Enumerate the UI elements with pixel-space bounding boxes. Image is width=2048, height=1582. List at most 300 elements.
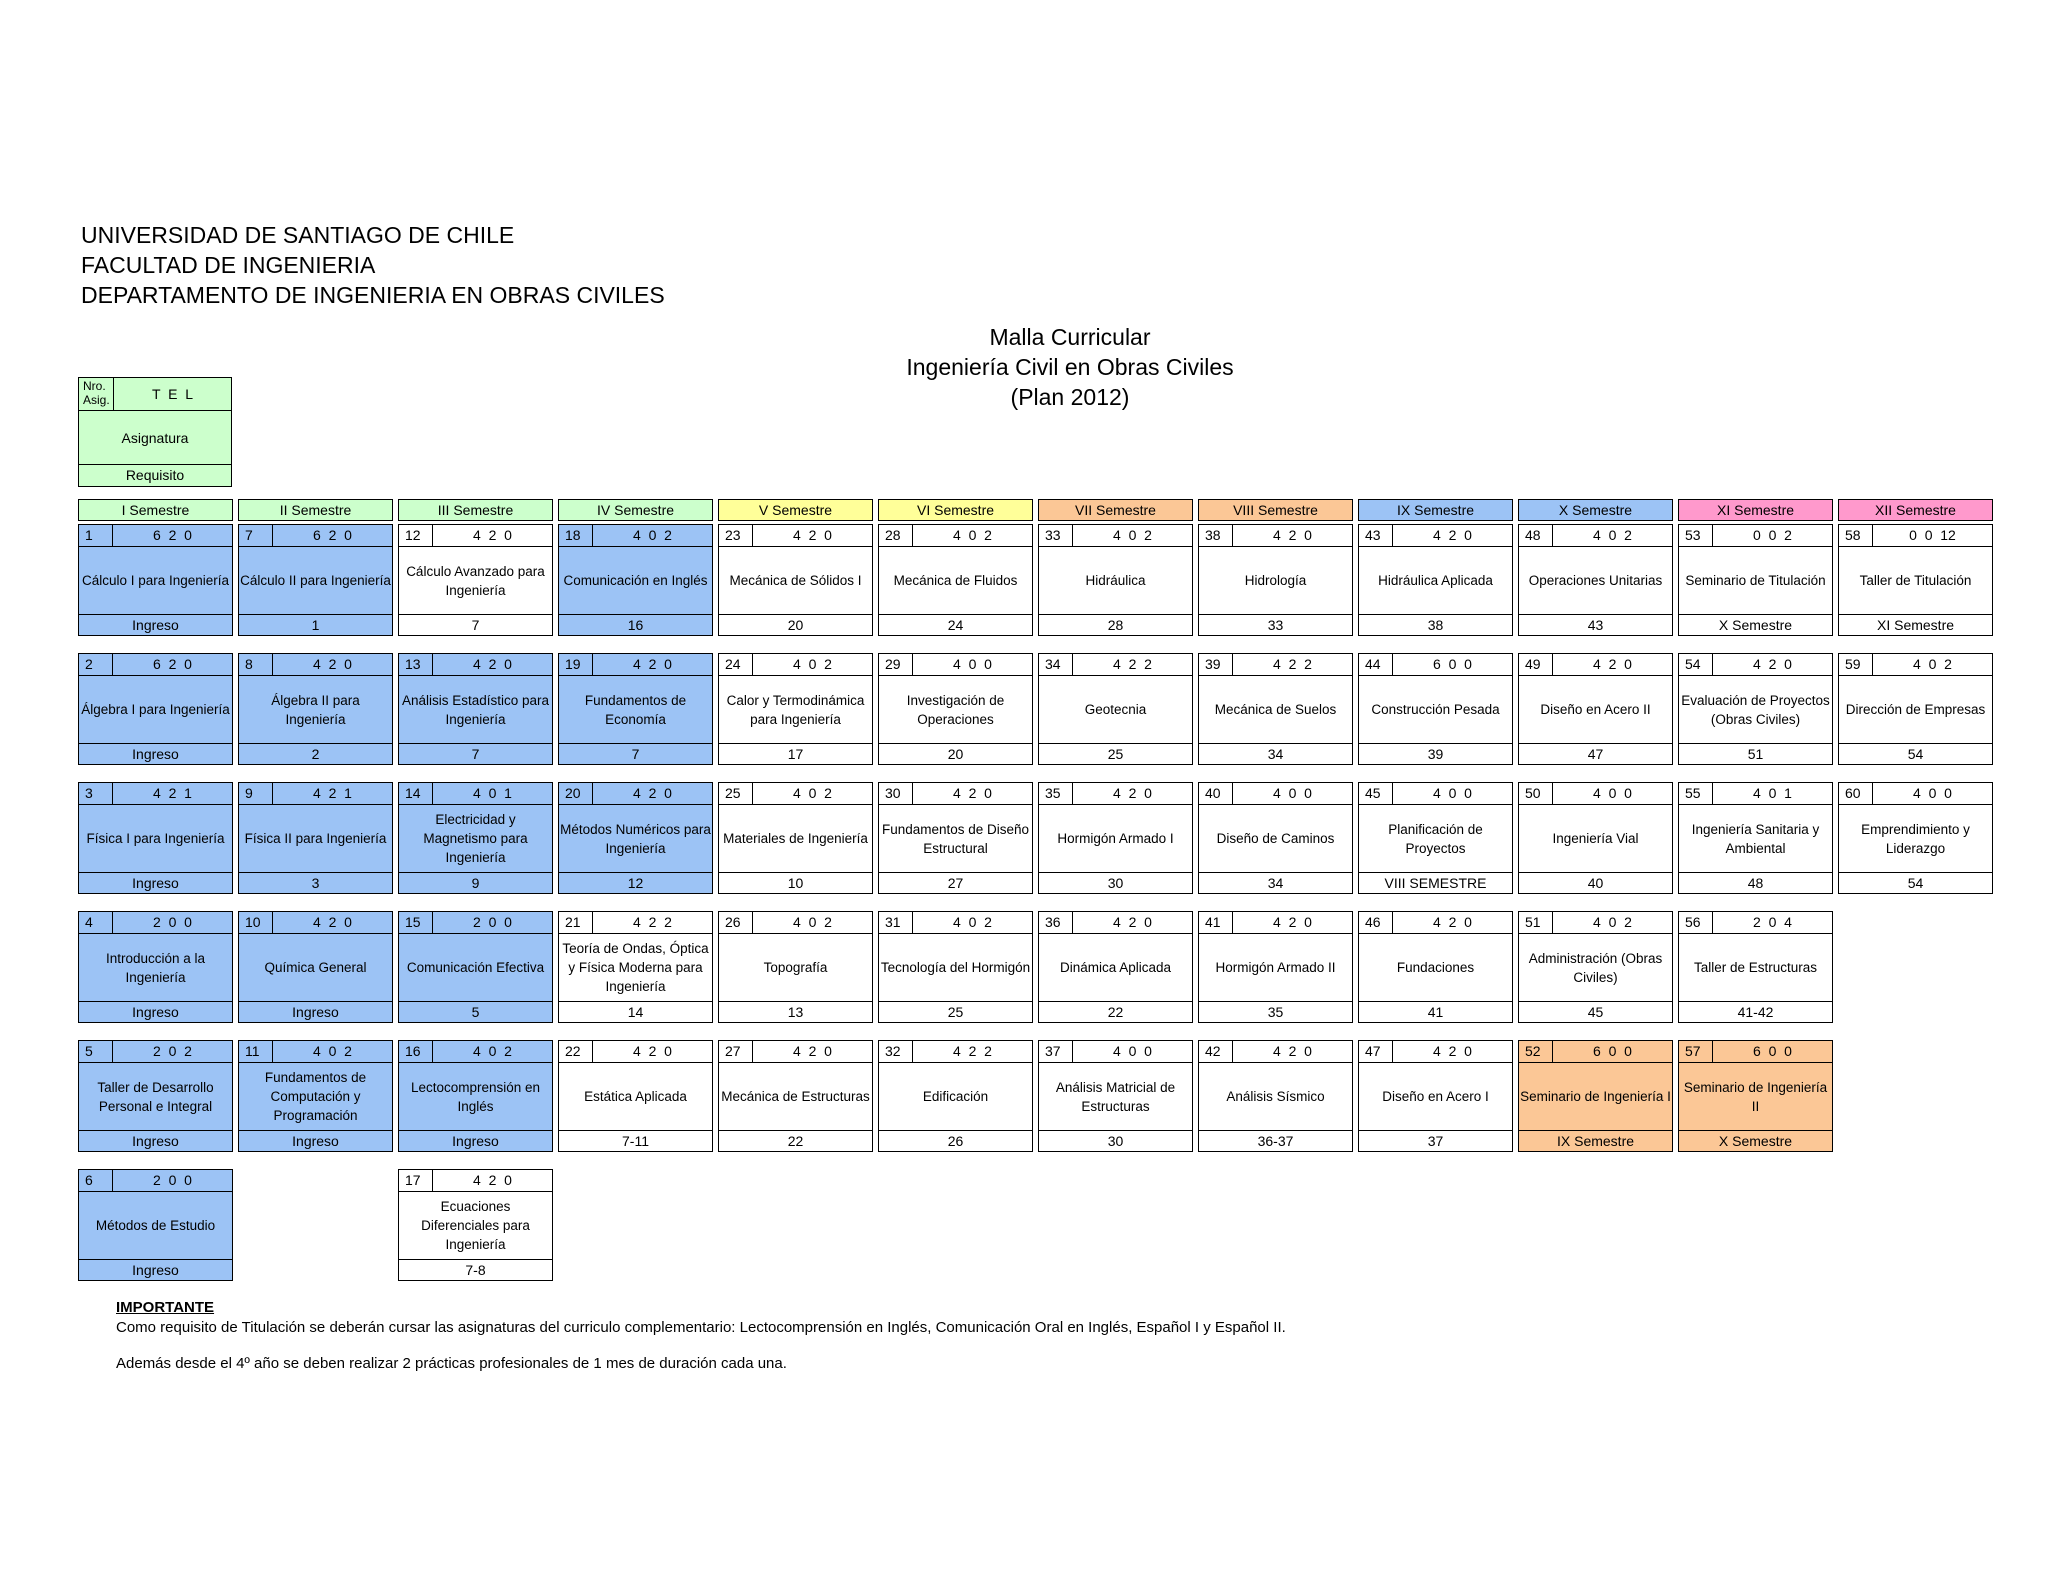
course-name: Comunicación Efectiva xyxy=(406,960,545,975)
course-card xyxy=(558,782,713,894)
notes-heading: IMPORTANTE xyxy=(116,1299,215,1316)
course-requirement: 34 xyxy=(1199,743,1352,764)
course-name: Análisis Estadístico para Ingeniería xyxy=(401,692,550,727)
course-card xyxy=(1198,524,1353,636)
course-requirement: Ingreso xyxy=(79,1001,232,1022)
legend-box xyxy=(78,377,232,487)
course-number: 29 xyxy=(879,654,913,675)
course-requirement: 24 xyxy=(879,614,1032,635)
course-number: 39 xyxy=(1199,654,1233,675)
course-number: 34 xyxy=(1039,654,1073,675)
course-hours: 4 0 0 xyxy=(1913,785,1952,801)
course-name: Seminario de Titulación xyxy=(1685,573,1826,588)
course-requirement: 41 xyxy=(1359,1001,1512,1022)
course-name: Electricidad y Magnetismo para Ingeniería xyxy=(423,812,528,865)
course-name: Diseño en Acero II xyxy=(1540,702,1651,717)
semester-header: I Semestre xyxy=(78,499,233,521)
course-requirement: 26 xyxy=(879,1130,1032,1151)
course-name: Evaluación de Proyectos (Obras Civiles) xyxy=(1681,692,1830,727)
course-card xyxy=(1518,1040,1673,1152)
course-number: 46 xyxy=(1359,912,1393,933)
course-card xyxy=(398,1040,553,1152)
course-number: 43 xyxy=(1359,525,1393,546)
course-requirement: 37 xyxy=(1359,1130,1512,1151)
course-card xyxy=(1038,653,1193,765)
course-requirement: XI Semestre xyxy=(1839,614,1992,635)
course-name: Edificación xyxy=(922,1089,989,1104)
course-name: Dirección de Empresas xyxy=(1845,702,1986,717)
course-requirement: 22 xyxy=(719,1130,872,1151)
course-number: 48 xyxy=(1519,525,1553,546)
course-requirement: 12 xyxy=(559,872,712,893)
course-hours: 4 0 2 xyxy=(1113,527,1152,543)
course-card xyxy=(1038,782,1193,894)
course-hours: 4 2 0 xyxy=(793,1043,832,1059)
course-number: 20 xyxy=(559,783,593,804)
course-hours: 4 2 0 xyxy=(1273,1043,1312,1059)
course-number: 1 xyxy=(79,525,113,546)
course-requirement: 43 xyxy=(1519,614,1672,635)
course-card xyxy=(238,782,393,894)
course-name: Mecánica de Fluidos xyxy=(893,573,1018,588)
course-name: Materiales de Ingeniería xyxy=(723,831,868,846)
course-card xyxy=(558,911,713,1023)
course-card xyxy=(1358,1040,1513,1152)
course-hours: 4 0 0 xyxy=(1273,785,1312,801)
course-card xyxy=(78,1169,233,1281)
course-name: Seminario de Ingeniería II xyxy=(1683,1079,1828,1114)
title-line-2: Ingeniería Civil en Obras Civiles xyxy=(906,354,1234,380)
course-hours: 4 2 0 xyxy=(1273,527,1312,543)
course-hours: 4 2 0 xyxy=(1113,914,1152,930)
course-number: 16 xyxy=(399,1041,433,1062)
course-requirement: 22 xyxy=(1039,1001,1192,1022)
course-name: Análisis Matricial de Estructuras xyxy=(1055,1079,1176,1114)
course-number: 10 xyxy=(239,912,273,933)
course-requirement: 47 xyxy=(1519,743,1672,764)
course-card xyxy=(1038,911,1193,1023)
course-hours: 4 2 0 xyxy=(1433,527,1472,543)
course-card xyxy=(398,1169,553,1281)
semester-header: V Semestre xyxy=(718,499,873,521)
course-name: Hidrología xyxy=(1244,573,1307,588)
course-card xyxy=(558,524,713,636)
course-requirement: Ingreso xyxy=(239,1001,392,1022)
course-requirement: 27 xyxy=(879,872,1032,893)
course-name: Fundaciones xyxy=(1396,960,1475,975)
course-card xyxy=(78,524,233,636)
course-hours: 4 2 0 xyxy=(473,656,512,672)
course-hours: 2 0 4 xyxy=(1753,914,1792,930)
course-hours: 6 0 0 xyxy=(1753,1043,1792,1059)
course-card xyxy=(1678,1040,1833,1152)
department-name: DEPARTAMENTO DE INGENIERIA EN OBRAS CIVILES xyxy=(81,282,665,308)
course-name: Lectocomprensión en Inglés xyxy=(410,1079,541,1114)
course-number: 6 xyxy=(79,1170,113,1191)
course-name: Mecánica de Suelos xyxy=(1214,702,1337,717)
course-name: Fundamentos de Economía xyxy=(584,692,687,727)
course-requirement: 28 xyxy=(1039,614,1192,635)
course-requirement: 7-8 xyxy=(399,1259,552,1280)
course-hours: 4 0 1 xyxy=(1753,785,1792,801)
course-card xyxy=(78,782,233,894)
course-requirement: VIII SEMESTRE xyxy=(1359,872,1512,893)
course-hours: 4 0 2 xyxy=(953,914,992,930)
course-number: 17 xyxy=(399,1170,433,1191)
course-hours: 4 0 2 xyxy=(473,1043,512,1059)
course-requirement: 36-37 xyxy=(1199,1130,1352,1151)
course-requirement: 51 xyxy=(1679,743,1832,764)
course-requirement: Ingreso xyxy=(79,743,232,764)
course-card xyxy=(1358,524,1513,636)
course-name: Ecuaciones Diferenciales para Ingeniería xyxy=(421,1199,530,1252)
course-requirement: 54 xyxy=(1839,743,1992,764)
course-hours: 4 2 0 xyxy=(1113,785,1152,801)
course-hours: 4 2 0 xyxy=(633,656,672,672)
course-number: 2 xyxy=(79,654,113,675)
course-card xyxy=(1038,524,1193,636)
course-card xyxy=(398,782,553,894)
course-requirement: 34 xyxy=(1199,872,1352,893)
course-requirement: 20 xyxy=(879,743,1032,764)
course-card xyxy=(1198,782,1353,894)
semester-header: IV Semestre xyxy=(558,499,713,521)
course-hours: 0 0 12 xyxy=(1909,527,1956,543)
course-card xyxy=(1358,782,1513,894)
course-number: 11 xyxy=(239,1041,273,1062)
course-number: 23 xyxy=(719,525,753,546)
course-card xyxy=(1518,911,1673,1023)
course-card xyxy=(238,653,393,765)
course-card xyxy=(1678,524,1833,636)
course-hours: 4 2 0 xyxy=(633,785,672,801)
course-number: 31 xyxy=(879,912,913,933)
course-requirement: X Semestre xyxy=(1679,614,1832,635)
course-card xyxy=(1838,653,1993,765)
course-requirement: Ingreso xyxy=(239,1130,392,1151)
course-hours: 2 0 2 xyxy=(153,1043,192,1059)
course-card xyxy=(1678,653,1833,765)
course-number: 45 xyxy=(1359,783,1393,804)
course-number: 40 xyxy=(1199,783,1233,804)
course-card xyxy=(878,782,1033,894)
course-number: 3 xyxy=(79,783,113,804)
course-name: Fundamentos de Computación y Programación xyxy=(264,1070,367,1123)
course-requirement: 33 xyxy=(1199,614,1352,635)
semester-header: XI Semestre xyxy=(1678,499,1833,521)
course-card xyxy=(1358,911,1513,1023)
course-name: Hormigón Armado I xyxy=(1057,831,1174,846)
course-requirement: 39 xyxy=(1359,743,1512,764)
course-name: Taller de Titulación xyxy=(1859,573,1972,588)
course-name: Administración (Obras Civiles) xyxy=(1528,950,1663,985)
course-card xyxy=(398,524,553,636)
course-hours: 6 0 0 xyxy=(1593,1043,1632,1059)
course-requirement: 14 xyxy=(559,1001,712,1022)
course-hours: 4 0 1 xyxy=(473,785,512,801)
university-name: UNIVERSIDAD DE SANTIAGO DE CHILE xyxy=(81,222,515,248)
course-card xyxy=(1678,911,1833,1023)
course-name: Emprendimiento y Liderazgo xyxy=(1861,821,1970,856)
course-hours: 2 0 0 xyxy=(153,1172,192,1188)
course-card xyxy=(398,911,553,1023)
course-requirement: 7 xyxy=(399,743,552,764)
course-name: Diseño en Acero I xyxy=(1382,1089,1489,1104)
course-number: 47 xyxy=(1359,1041,1393,1062)
course-number: 37 xyxy=(1039,1041,1073,1062)
course-card xyxy=(878,911,1033,1023)
course-name: Ingeniería Vial xyxy=(1552,831,1639,846)
course-hours: 6 2 0 xyxy=(313,527,352,543)
course-name: Ingeniería Sanitaria y Ambiental xyxy=(1691,821,1820,856)
legend-tel-label: T E L xyxy=(152,386,193,402)
course-name: Hidráulica Aplicada xyxy=(1378,573,1493,588)
course-requirement: Ingreso xyxy=(79,872,232,893)
course-name: Mecánica de Estructuras xyxy=(721,1089,870,1104)
course-requirement: 9 xyxy=(399,872,552,893)
course-hours: 2 0 0 xyxy=(473,914,512,930)
course-number: 55 xyxy=(1679,783,1713,804)
course-hours: 4 2 0 xyxy=(1753,656,1792,672)
semester-header: XII Semestre xyxy=(1838,499,1993,521)
course-number: 21 xyxy=(559,912,593,933)
course-name: Estática Aplicada xyxy=(584,1089,687,1104)
course-requirement: 38 xyxy=(1359,614,1512,635)
course-card xyxy=(558,1040,713,1152)
notes-line-2: Además desde el 4º año se deben realizar 2 prácticas profesionales de 1 mes de duración cada una. xyxy=(116,1355,787,1372)
university-header xyxy=(81,220,665,310)
course-requirement: Ingreso xyxy=(79,1259,232,1280)
course-number: 13 xyxy=(399,654,433,675)
course-card xyxy=(878,524,1033,636)
course-requirement: Ingreso xyxy=(79,614,232,635)
course-number: 19 xyxy=(559,654,593,675)
course-card xyxy=(718,911,873,1023)
course-number: 41 xyxy=(1199,912,1233,933)
course-requirement: X Semestre xyxy=(1679,1130,1832,1151)
course-name: Métodos de Estudio xyxy=(95,1218,216,1233)
course-name: Operaciones Unitarias xyxy=(1528,573,1663,588)
course-hours: 4 2 2 xyxy=(633,914,672,930)
semester-header: II Semestre xyxy=(238,499,393,521)
course-card xyxy=(1678,782,1833,894)
course-requirement: 41-42 xyxy=(1679,1001,1832,1022)
course-number: 28 xyxy=(879,525,913,546)
course-hours: 4 2 0 xyxy=(313,914,352,930)
course-name: Física I para Ingeniería xyxy=(86,831,225,846)
course-card xyxy=(718,782,873,894)
course-card xyxy=(718,1040,873,1152)
course-hours: 4 2 0 xyxy=(1273,914,1312,930)
course-card xyxy=(1838,524,1993,636)
course-name: Cálculo II para Ingeniería xyxy=(240,573,391,588)
course-card xyxy=(1198,1040,1353,1152)
course-card xyxy=(238,524,393,636)
course-hours: 4 0 2 xyxy=(313,1043,352,1059)
course-card xyxy=(878,1040,1033,1152)
course-hours: 4 0 2 xyxy=(633,527,672,543)
course-hours: 4 2 0 xyxy=(313,656,352,672)
course-number: 38 xyxy=(1199,525,1233,546)
course-hours: 4 0 2 xyxy=(953,527,992,543)
course-card xyxy=(78,911,233,1023)
course-name: Hormigón Armado II xyxy=(1215,960,1336,975)
course-requirement: 17 xyxy=(719,743,872,764)
course-hours: 4 2 2 xyxy=(1273,656,1312,672)
course-number: 56 xyxy=(1679,912,1713,933)
course-hours: 4 2 0 xyxy=(473,527,512,543)
course-requirement: Ingreso xyxy=(79,1130,232,1151)
course-requirement: 25 xyxy=(1039,743,1192,764)
course-card xyxy=(1358,653,1513,765)
course-hours: 4 2 0 xyxy=(473,1172,512,1188)
course-number: 57 xyxy=(1679,1041,1713,1062)
course-requirement: IX Semestre xyxy=(1519,1130,1672,1151)
course-number: 54 xyxy=(1679,654,1713,675)
course-hours: 4 2 0 xyxy=(1433,914,1472,930)
course-requirement: 48 xyxy=(1679,872,1832,893)
course-card xyxy=(1518,653,1673,765)
course-number: 30 xyxy=(879,783,913,804)
course-hours: 2 0 0 xyxy=(153,914,192,930)
course-card xyxy=(238,911,393,1023)
course-hours: 4 0 0 xyxy=(1113,1043,1152,1059)
important-notes xyxy=(116,1298,1286,1374)
course-hours: 4 0 2 xyxy=(1593,914,1632,930)
course-number: 51 xyxy=(1519,912,1553,933)
course-card xyxy=(1198,911,1353,1023)
course-number: 26 xyxy=(719,912,753,933)
semester-header: X Semestre xyxy=(1518,499,1673,521)
legend-requirement-label: Requisito xyxy=(79,464,231,486)
title-line-3: (Plan 2012) xyxy=(1010,384,1130,410)
course-number: 4 xyxy=(79,912,113,933)
semester-header: VII Semestre xyxy=(1038,499,1193,521)
course-card xyxy=(718,653,873,765)
course-hours: 0 0 2 xyxy=(1753,527,1792,543)
course-card xyxy=(1838,782,1993,894)
course-name: Introducción a la Ingeniería xyxy=(105,950,206,985)
course-hours: 4 2 0 xyxy=(793,527,832,543)
course-hours: 4 2 2 xyxy=(953,1043,992,1059)
course-name: Construcción Pesada xyxy=(1371,702,1500,717)
course-number: 50 xyxy=(1519,783,1553,804)
course-number: 60 xyxy=(1839,783,1873,804)
course-name: Física II para Ingeniería xyxy=(244,831,387,846)
course-number: 59 xyxy=(1839,654,1873,675)
course-requirement: 1 xyxy=(239,614,392,635)
course-name: Diseño de Caminos xyxy=(1216,831,1335,846)
course-card xyxy=(1198,653,1353,765)
course-card xyxy=(1038,1040,1193,1152)
course-number: 25 xyxy=(719,783,753,804)
course-name: Taller de Estructuras xyxy=(1693,960,1818,975)
course-name: Calor y Termodinámica para Ingeniería xyxy=(726,692,865,727)
course-hours: 4 0 2 xyxy=(793,914,832,930)
course-hours: 4 2 0 xyxy=(1593,656,1632,672)
course-hours: 4 2 1 xyxy=(313,785,352,801)
course-hours: 6 0 0 xyxy=(1433,656,1472,672)
semester-header: VIII Semestre xyxy=(1198,499,1353,521)
course-requirement: 13 xyxy=(719,1001,872,1022)
course-number: 12 xyxy=(399,525,433,546)
course-name: Comunicación en Inglés xyxy=(563,573,708,588)
course-name: Taller de Desarrollo Personal e Integral xyxy=(97,1079,214,1114)
course-requirement: 7 xyxy=(559,743,712,764)
course-hours: 4 0 2 xyxy=(1913,656,1952,672)
course-name: Métodos Numéricos para Ingeniería xyxy=(560,821,711,856)
course-name: Fundamentos de Diseño Estructural xyxy=(881,821,1030,856)
course-number: 52 xyxy=(1519,1041,1553,1062)
course-requirement: 7-11 xyxy=(559,1130,712,1151)
course-card xyxy=(1518,782,1673,894)
course-card xyxy=(558,653,713,765)
course-number: 15 xyxy=(399,912,433,933)
course-hours: 4 2 1 xyxy=(153,785,192,801)
course-hours: 4 2 0 xyxy=(633,1043,672,1059)
course-card xyxy=(1518,524,1673,636)
course-hours: 4 2 2 xyxy=(1113,656,1152,672)
course-card xyxy=(78,653,233,765)
course-hours: 4 0 2 xyxy=(793,656,832,672)
course-requirement: 30 xyxy=(1039,1130,1192,1151)
course-requirement: 25 xyxy=(879,1001,1032,1022)
course-name: Cálculo Avanzado para Ingeniería xyxy=(406,563,545,598)
course-requirement: 54 xyxy=(1839,872,1992,893)
course-hours: 6 2 0 xyxy=(153,656,192,672)
course-name: Análisis Sísmico xyxy=(1226,1089,1325,1104)
course-name: Hidráulica xyxy=(1085,573,1146,588)
course-number: 18 xyxy=(559,525,593,546)
course-name: Cálculo I para Ingeniería xyxy=(81,573,230,588)
semester-header: III Semestre xyxy=(398,499,553,521)
course-hours: 4 0 2 xyxy=(1593,527,1632,543)
course-number: 27 xyxy=(719,1041,753,1062)
course-name: Álgebra I para Ingeniería xyxy=(81,702,230,717)
course-card xyxy=(78,1040,233,1152)
course-name: Investigación de Operaciones xyxy=(906,692,1005,727)
course-card xyxy=(878,653,1033,765)
legend-number-label: Nro. Asig. xyxy=(79,378,114,410)
document-title xyxy=(800,322,1340,412)
course-number: 22 xyxy=(559,1041,593,1062)
course-number: 58 xyxy=(1839,525,1873,546)
faculty-name: FACULTAD DE INGENIERIA xyxy=(81,252,376,278)
semester-header: IX Semestre xyxy=(1358,499,1513,521)
course-requirement: 2 xyxy=(239,743,392,764)
course-number: 14 xyxy=(399,783,433,804)
course-name: Seminario de Ingeniería I xyxy=(1520,1089,1671,1104)
course-requirement: 20 xyxy=(719,614,872,635)
course-name: Álgebra II para Ingeniería xyxy=(271,692,360,727)
semester-header: VI Semestre xyxy=(878,499,1033,521)
course-number: 33 xyxy=(1039,525,1073,546)
course-number: 24 xyxy=(719,654,753,675)
course-hours: 4 2 0 xyxy=(953,785,992,801)
course-hours: 4 2 0 xyxy=(1433,1043,1472,1059)
course-number: 49 xyxy=(1519,654,1553,675)
course-name: Química General xyxy=(264,960,367,975)
course-number: 9 xyxy=(239,783,273,804)
course-number: 8 xyxy=(239,654,273,675)
notes-line-1: Como requisito de Titulación se deberán cursar las asignaturas del curriculo complementario: Lectocomprensión en Inglés, Comunicación Oral en Inglés, Español I y Español II. xyxy=(116,1319,1286,1336)
course-number: 36 xyxy=(1039,912,1073,933)
course-name: Mecánica de Sólidos I xyxy=(729,573,862,588)
legend-subject-label: Asignatura xyxy=(121,430,189,446)
course-requirement: 35 xyxy=(1199,1001,1352,1022)
course-number: 44 xyxy=(1359,654,1393,675)
course-name: Tecnología del Hormigón xyxy=(880,960,1031,975)
